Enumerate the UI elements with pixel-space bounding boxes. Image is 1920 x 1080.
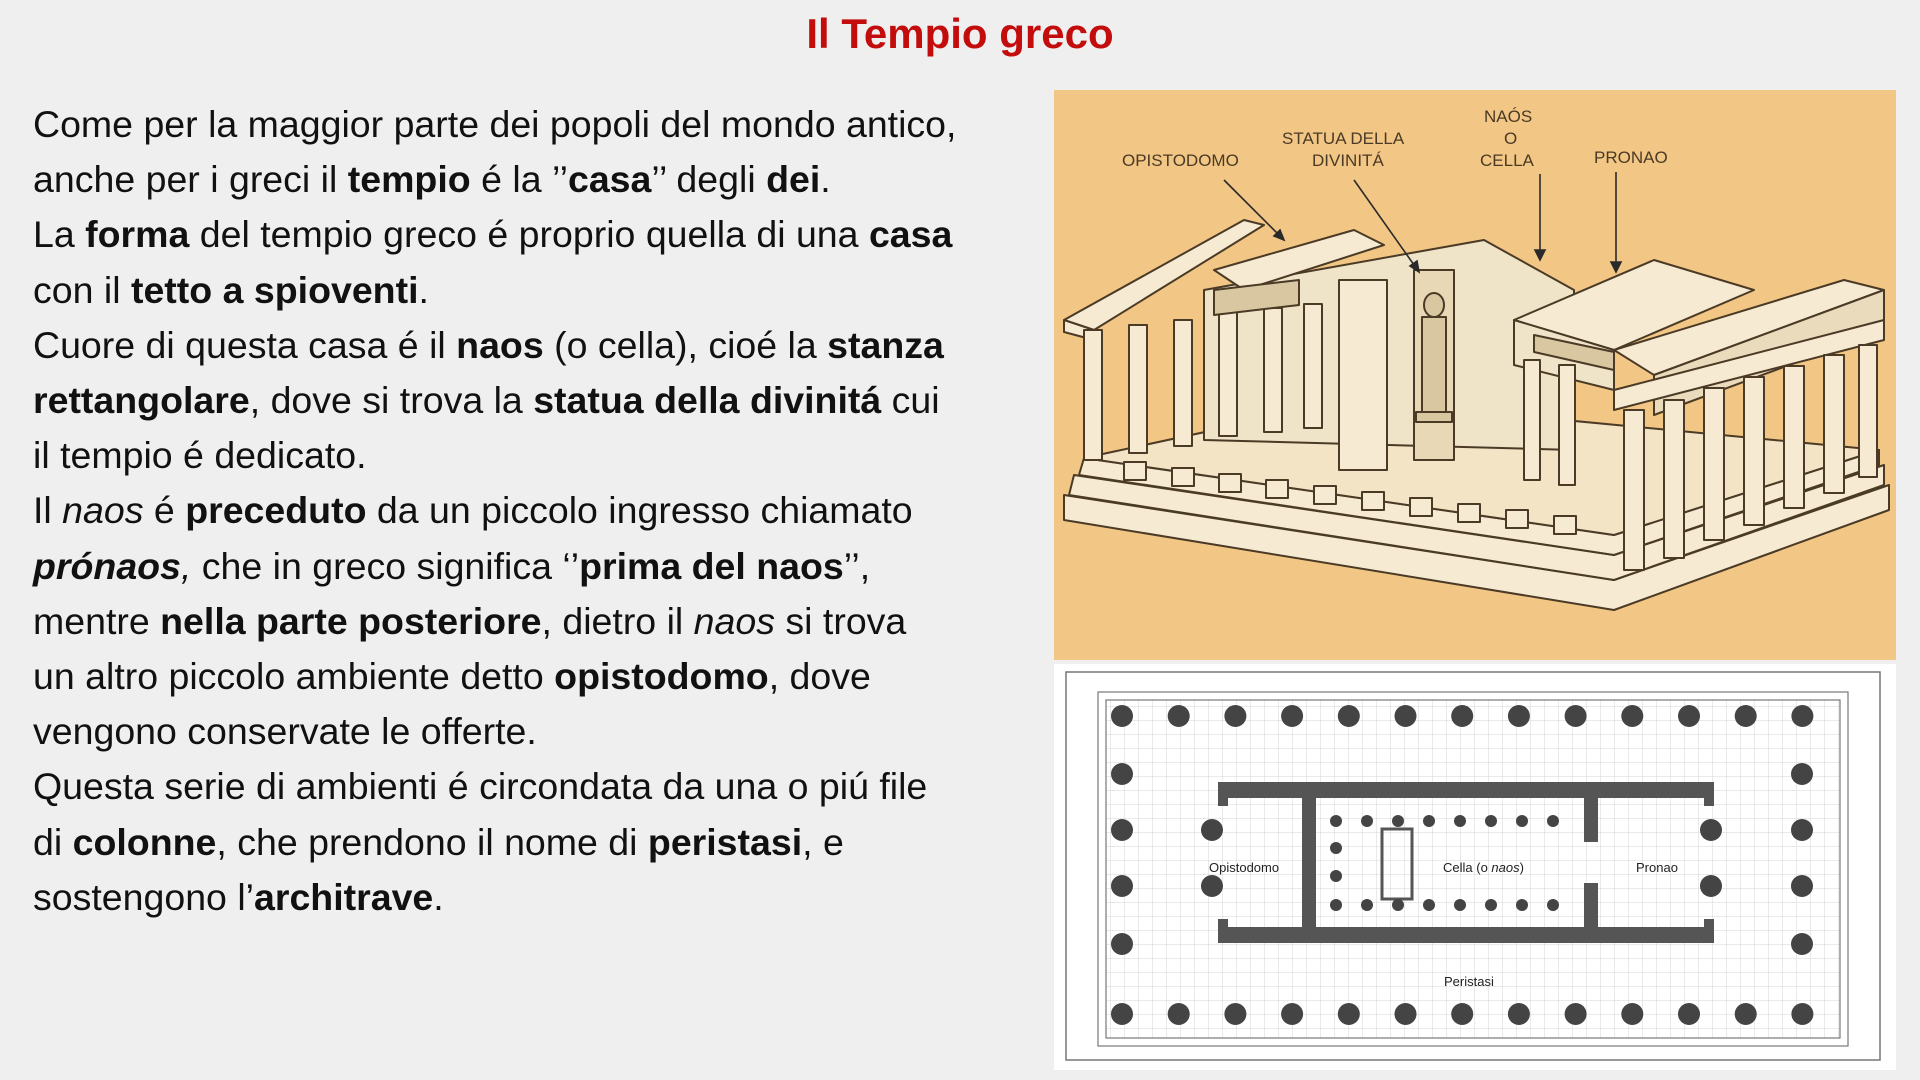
text-run: Come per la maggior parte dei popoli del mondo antico, [33, 103, 957, 145]
plan-label-peristasi: Peristasi [1444, 974, 1494, 989]
column [1791, 875, 1813, 897]
column [1735, 705, 1757, 727]
text-line [33, 815, 1033, 870]
text-run: del tempio greco é proprio quella di una [189, 213, 869, 256]
column [1330, 842, 1342, 854]
bold-term: casa [567, 158, 652, 201]
bold-term: opistodomo [554, 655, 769, 698]
text-run: , dove si trova la [249, 379, 534, 422]
bold-term: architrave [254, 875, 434, 918]
text-line [33, 539, 1033, 594]
column [1700, 875, 1722, 897]
column [1111, 763, 1133, 785]
text-line [33, 594, 1033, 649]
column [1330, 870, 1342, 882]
column [1338, 705, 1360, 727]
text-run: , dove [768, 655, 871, 698]
text-run: , che prendono il nome di [216, 820, 648, 863]
column [1423, 815, 1435, 827]
column [1791, 1003, 1813, 1025]
column [1281, 1003, 1303, 1025]
text-line [33, 318, 1033, 373]
column [1454, 899, 1466, 911]
text-line [33, 870, 1033, 925]
bold-term: statua della divinitá [533, 379, 882, 422]
text-run: che in greco significa ‘’ [191, 544, 580, 587]
label-naos-3: CELLA [1480, 151, 1534, 170]
text-run: La [33, 213, 86, 256]
bold-term: tetto a spioventi [130, 268, 419, 311]
column [1281, 705, 1303, 727]
plan-label-pronao: Pronao [1636, 860, 1678, 875]
text-line [33, 649, 1033, 704]
column [1224, 705, 1246, 727]
text-run: Cuore di questa casa é il [33, 323, 457, 366]
bold-term: naos [456, 323, 544, 366]
column [1338, 1003, 1360, 1025]
column [1168, 705, 1190, 727]
text-line [33, 704, 1033, 759]
column [1392, 815, 1404, 827]
column [1516, 815, 1528, 827]
column [1111, 933, 1133, 955]
text-run: con il [33, 268, 131, 311]
column [1330, 815, 1342, 827]
column [1201, 875, 1223, 897]
text-run: Il [33, 489, 63, 532]
plan-label-cella: Cella (o naos) [1443, 860, 1524, 875]
floor-plan-drawing [1054, 664, 1896, 1070]
label-opistodomo: OPISTODOMO [1122, 151, 1239, 170]
column [1451, 705, 1473, 727]
column [1485, 815, 1497, 827]
body-paragraph [33, 97, 1033, 925]
text-line [33, 483, 1033, 538]
column [1791, 819, 1813, 841]
column [1423, 899, 1435, 911]
column [1700, 819, 1722, 841]
text-run: é la ’’ [470, 158, 568, 201]
column [1395, 705, 1417, 727]
column [1565, 705, 1587, 727]
column [1547, 815, 1559, 827]
text-line [33, 152, 1033, 207]
temple-illustration [1054, 90, 1896, 660]
text-run: vengono conservate le offerte. [33, 710, 537, 753]
column [1791, 763, 1813, 785]
temple-drawing [1054, 90, 1896, 660]
column [1678, 705, 1700, 727]
bold-term: nella parte posteriore [160, 599, 542, 642]
column [1111, 819, 1133, 841]
italic-term: , [180, 544, 192, 587]
column [1791, 933, 1813, 955]
text-run: , dietro il [541, 599, 694, 642]
bold-term: preceduto [185, 489, 367, 532]
text-run: ’’ degli [651, 158, 767, 201]
column [1330, 899, 1342, 911]
label-naos-1: NAÓS [1484, 107, 1533, 126]
label-pronao: PRONAO [1594, 148, 1668, 167]
column [1485, 899, 1497, 911]
label-statua-1: STATUA DELLA [1282, 129, 1405, 148]
bold-term: peristasi [647, 820, 803, 863]
column [1621, 1003, 1643, 1025]
temple-floor-plan [1054, 664, 1896, 1070]
bold-term: rettangolare [33, 379, 250, 422]
column [1547, 899, 1559, 911]
column [1361, 815, 1373, 827]
column [1516, 899, 1528, 911]
bold-term: colonne [72, 820, 217, 863]
bold-term: forma [85, 213, 190, 256]
text-run: (o cella), cioé la [543, 323, 828, 366]
text-run: . [820, 158, 831, 201]
text-line [33, 97, 1033, 152]
text-run: mentre [33, 599, 161, 642]
text-line [33, 207, 1033, 262]
column [1791, 705, 1813, 727]
italic-term: naos [693, 599, 775, 642]
label-naos-2: O [1504, 129, 1518, 148]
text-run: . [433, 875, 444, 918]
column [1735, 1003, 1757, 1025]
text-run: é [143, 489, 186, 532]
column [1678, 1003, 1700, 1025]
bold-term: prónaos [33, 544, 181, 587]
bold-term: stanza [827, 323, 944, 366]
column [1361, 899, 1373, 911]
bold-term: dei [766, 158, 821, 201]
column [1224, 1003, 1246, 1025]
column [1454, 815, 1466, 827]
text-run: Questa serie di ambienti é circondata da una o piú file [33, 765, 928, 808]
bold-term: casa [868, 213, 953, 256]
text-run: di [33, 820, 73, 863]
text-run: sostengono l’ [33, 875, 254, 918]
text-line [33, 373, 1033, 428]
column [1201, 819, 1223, 841]
text-run: . [418, 268, 429, 311]
column [1392, 899, 1404, 911]
text-run: un altro piccolo ambiente detto [33, 655, 555, 698]
text-run: , e [802, 820, 844, 863]
text-line [33, 759, 1033, 814]
text-run: da un piccolo ingresso chiamato [366, 489, 913, 532]
italic-term: naos [62, 489, 144, 532]
page-title: Il Tempio greco [806, 10, 1114, 57]
label-statua-2: DIVINITÁ [1312, 151, 1384, 170]
column [1508, 705, 1530, 727]
column [1451, 1003, 1473, 1025]
text-run: si trova [775, 599, 907, 642]
column [1621, 705, 1643, 727]
text-line [33, 263, 1033, 318]
column [1111, 705, 1133, 727]
column [1565, 1003, 1587, 1025]
text-run: ’’, [843, 544, 871, 587]
column [1111, 1003, 1133, 1025]
text-run: il tempio é dedicato. [33, 434, 367, 477]
column [1168, 1003, 1190, 1025]
text-run: cui [881, 379, 940, 422]
column [1508, 1003, 1530, 1025]
column [1111, 875, 1133, 897]
bold-term: tempio [347, 158, 471, 201]
plan-label-opistodomo: Opistodomo [1209, 860, 1280, 875]
bold-term: prima del naos [579, 544, 844, 587]
column [1395, 1003, 1417, 1025]
text-line [33, 428, 1033, 483]
text-run: anche per i greci il [33, 158, 348, 201]
